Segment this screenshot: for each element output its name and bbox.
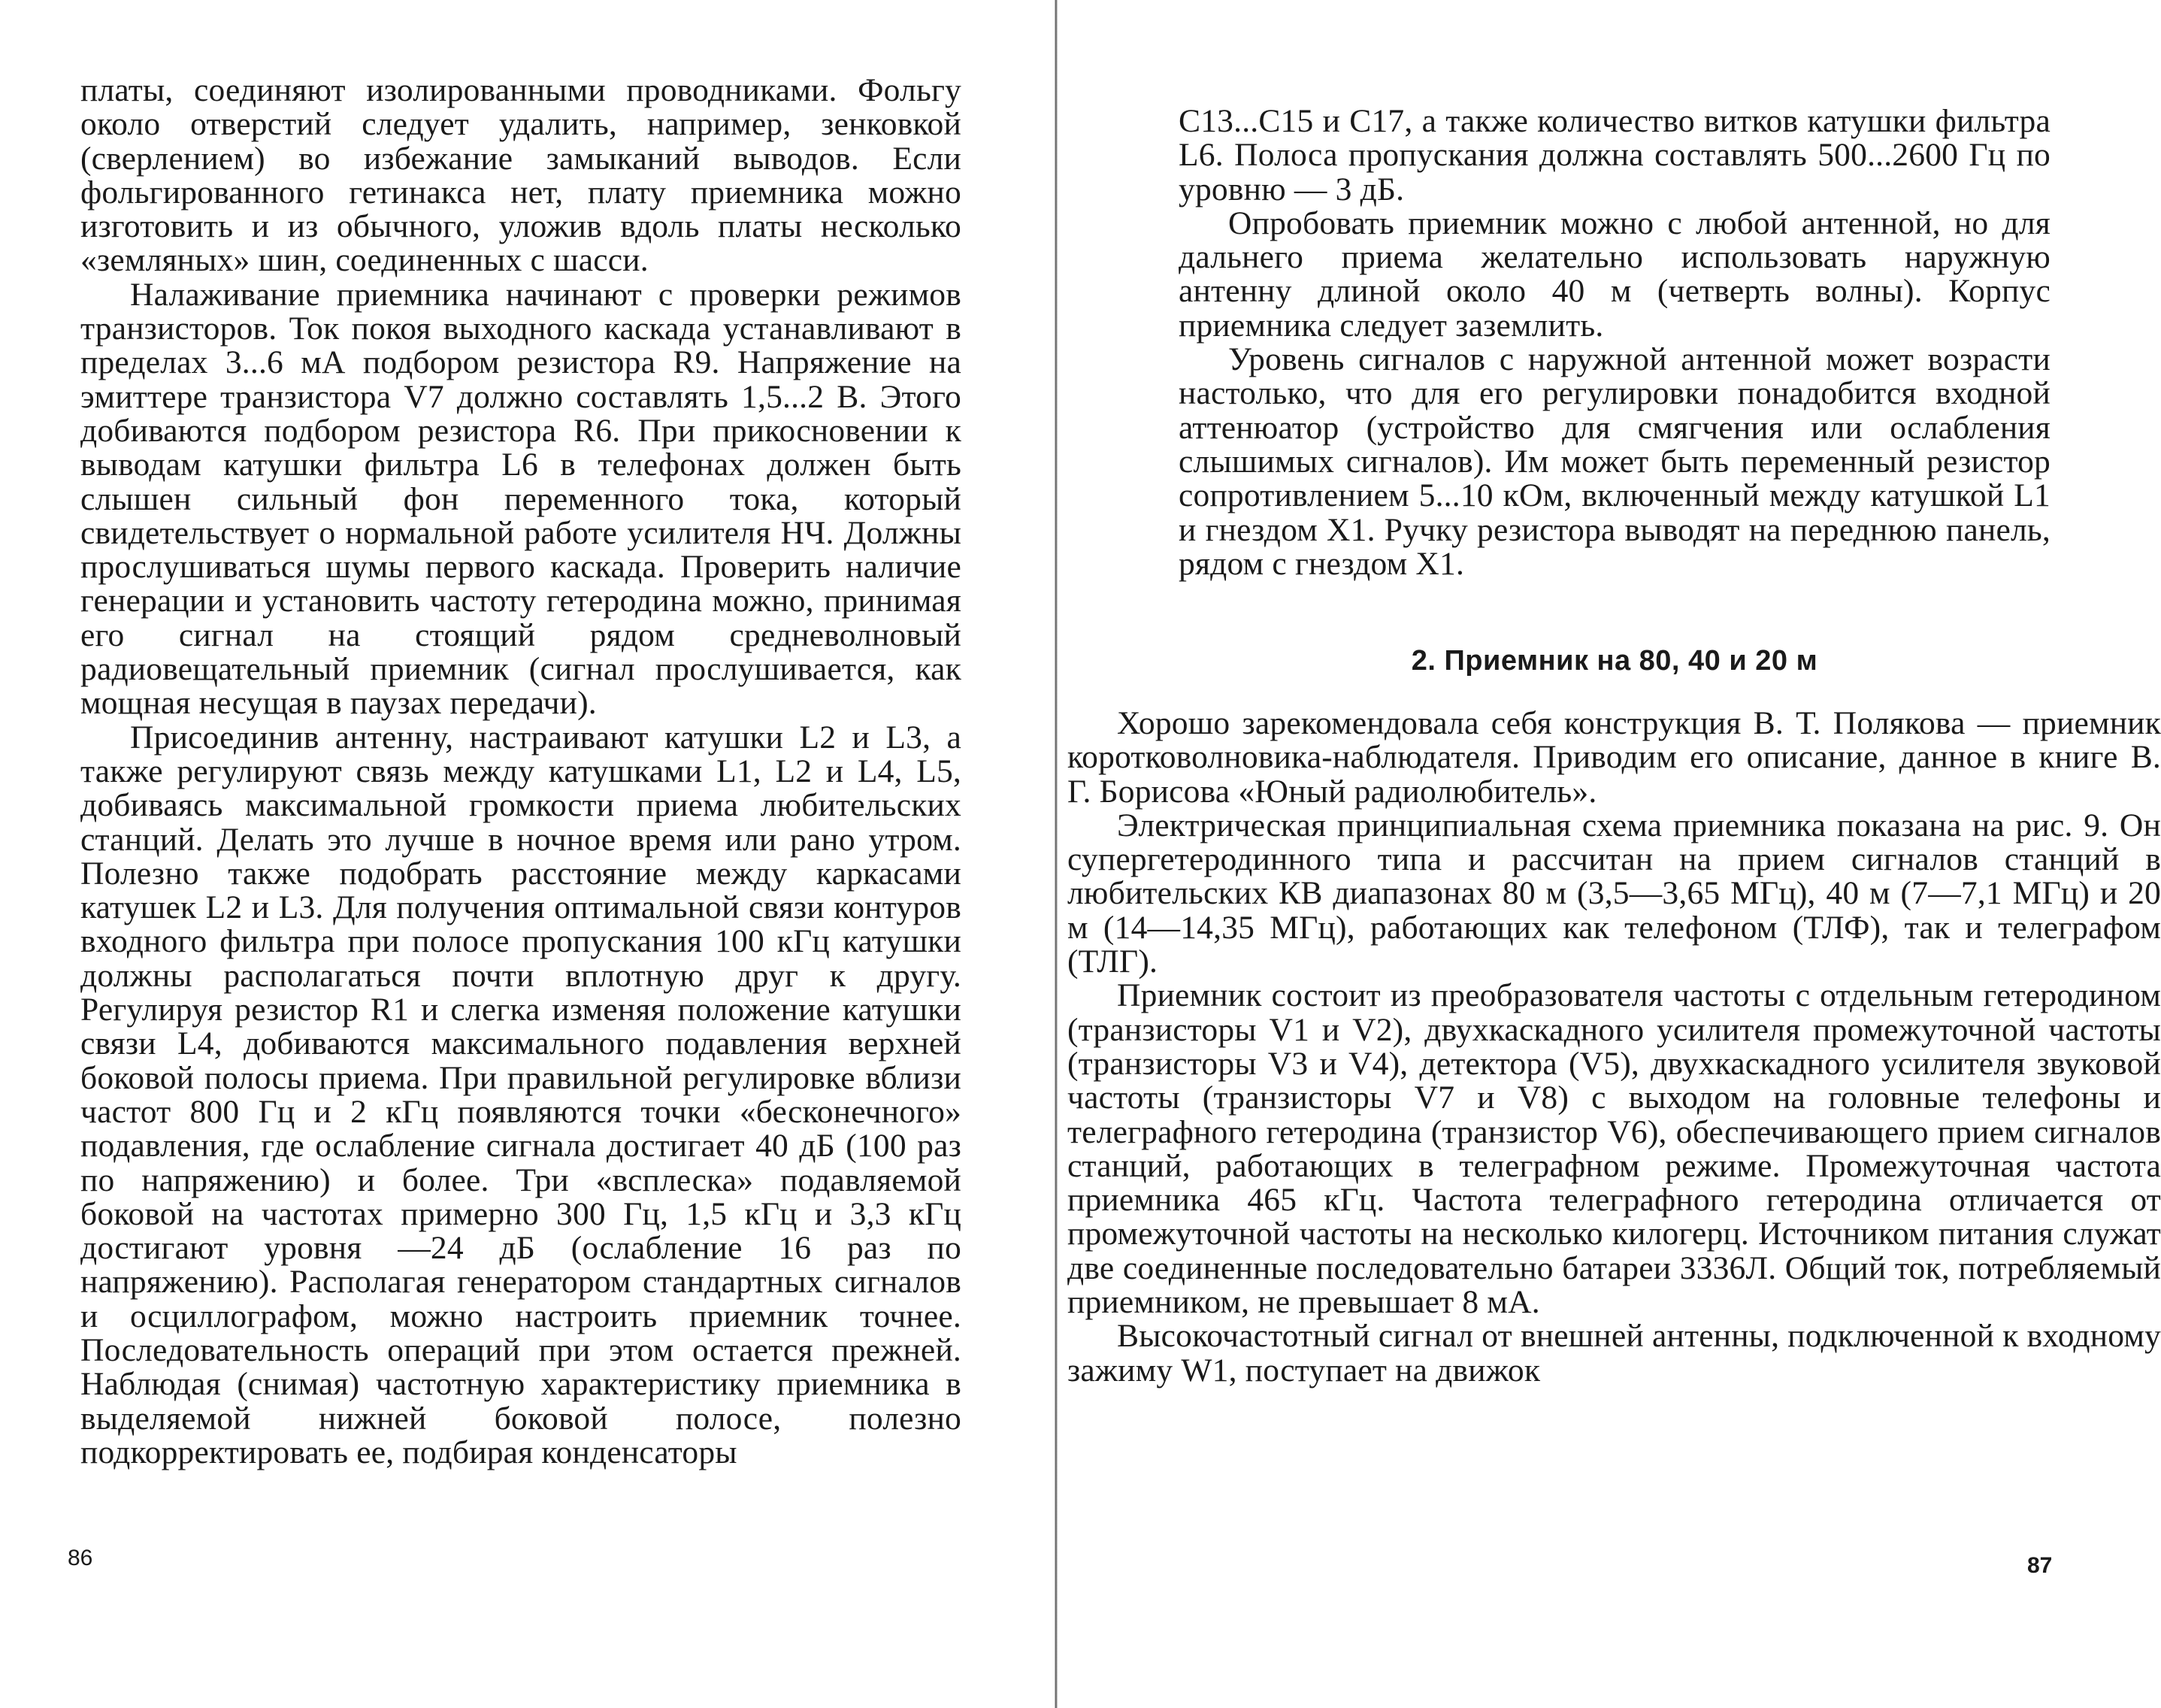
paragraph: платы, соединяют изолированными проводниками. Фольгу около отверстий следует удалить, например, зенковкой (сверлением) во избежание замыканий выводов. Если фольгированного гетинакса нет, плату приемника можно изготовить и из обычного, уложив вдоль платы несколько «земляных» шин, соединенных с шасси. <box>80 72 961 279</box>
paragraph: Присоединив антенну, настраивают катушки L2 и L3, а также регулируют связь между катушками L1, L2 и L4, L5, добиваясь максимальной громкости приема любительских станций. Делать это лучше в ночное время или рано утром. Полезно также подобрать расстояние между каркасами катушек L2 и L3. Для получения оптимальной связи контуров входного фильтра при полосе пропускания 100 кГц катушки должны располагаться почти вплотную друг к другу. Регулируя резистор R1 и слегка изменяя положение катушки связи L4, добиваются максимального подавления верхней боковой полосы приема. При правильной регулировке вблизи частот 800 Гц и 2 кГц появляются точки «бесконечного» подавления, где ослабление сигнала достигает 40 дБ (100 раз по напряжению) и более. Три «всплеска» подавляемой боковой на частотах примерно 300 Гц, 1,5 кГц и 3,3 кГц достигают уровня —24 дБ (ослабление 16 раз по напряжению). Располагая генератором стандартных сигналов и осциллографом, можно настроить приемник точнее. Последовательность операций при этом остается прежней. Наблюдая (снимая) частотную характеристику приемника в выделяемой нижней боковой полосе, полезно подкорректировать ее, подбирая конденсаторы <box>80 719 961 1470</box>
book-gutter <box>1055 0 1058 1708</box>
paragraph: Хорошо зарекомендовала себя конструкция В. Т. Полякова — приемник коротковолновика-наблюдателя. Приводим его описание, данное в книге В. Г. Борисова «Юный радиолюбитель». <box>1067 705 2161 810</box>
left-page-body <box>80 74 961 1470</box>
page-number-right: 87 <box>2027 1553 2053 1578</box>
page-number-left: 86 <box>68 1546 93 1570</box>
left-page <box>0 0 1060 1708</box>
paragraph: C13...C15 и C17, а также количество витков катушки фильтра L6. Полоса пропускания должна составлять 500...2600 Гц по уровню — 3 дБ. <box>1179 103 2051 207</box>
right-page-body-bottom <box>1067 707 2161 1388</box>
right-page-body-top <box>1179 104 2051 581</box>
paragraph: Электрическая принципиальная схема приемника показана на рис. 9. Он супергетеродинного типа и рассчитан на прием сигналов станций в любительских КВ диапазонах 80 м (3,5—3,65 МГц), 40 м (7—7,1 МГц) и 20 м (14—14,35 МГц), работающих как телефоном (ТЛФ), так и телеграфом (ТЛГ). <box>1067 807 2161 980</box>
paragraph: Опробовать приемник можно с любой антенной, но для дальнего приема желательно использовать наружную антенну длиной около 40 м (четверть волны). Корпус приемника следует заземлить. <box>1179 204 2051 344</box>
paragraph: Приемник состоит из преобразователя частоты с отдельным гетеродином (транзисторы V1 и V2), двухкаскадного усилителя промежуточной частоты (транзисторы V3 и V4), детектора (V5), двухкаскадного усилителя звуковой частоты (транзисторы V7 и V8) с выходом на головные телефоны и телеграфного гетеродина (транзистор V6), обеспечивающего прием сигналов станций, работающих в телеграфном режиме. Промежуточная частота приемника 465 кГц. Частота телеграфного гетеродина отличается от промежуточной частоты на несколько килогерц. Источником питания служат две соединенные последовательно батареи 3336Л. Общий ток, потребляемый приемником, не превышает 8 мА. <box>1067 977 2161 1321</box>
paragraph: Уровень сигналов с наружной антенной может возрасти настолько, что для его регулировки понадобится входной аттенюатор (устройство для смягчения или ослабления слышимых сигналов). Им может быть переменный резистор сопротивлением 5...10 кОм, включенный между катушкой L1 и гнездом X1. Ручку резистора выводят на переднюю панель, рядом с гнездом X1. <box>1179 341 2051 582</box>
right-page <box>1067 0 2161 1708</box>
paragraph: Налаживание приемника начинают с проверки режимов транзисторов. Ток покоя выходного каскада устанавливают в пределах 3...6 мА подбором резистора R9. Напряжение на эмиттере транзистора V7 должно составлять 1,5...2 В. Этого добиваются подбором резистора R6. При прикосновении к выводам катушки фильтра L6 в телефонах должен быть слышен сильный фон переменного тока, который свидетельствует о нормальной работе усилителя НЧ. Должны прослушиваться шумы первого каскада. Проверить наличие генерации и установить частоту гетеродина можно, принимая его сигнал на стоящий рядом средневолновый радиовещательный приемник (сигнал прослушивается, как мощная несущая в паузах передачи). <box>80 276 961 722</box>
paragraph: Высокочастотный сигнал от внешней антенны, подключенной к входному зажиму W1, поступает на движок <box>1067 1318 2161 1389</box>
section-heading: 2. Приемник на 80, 40 и 20 м <box>1411 645 1818 677</box>
